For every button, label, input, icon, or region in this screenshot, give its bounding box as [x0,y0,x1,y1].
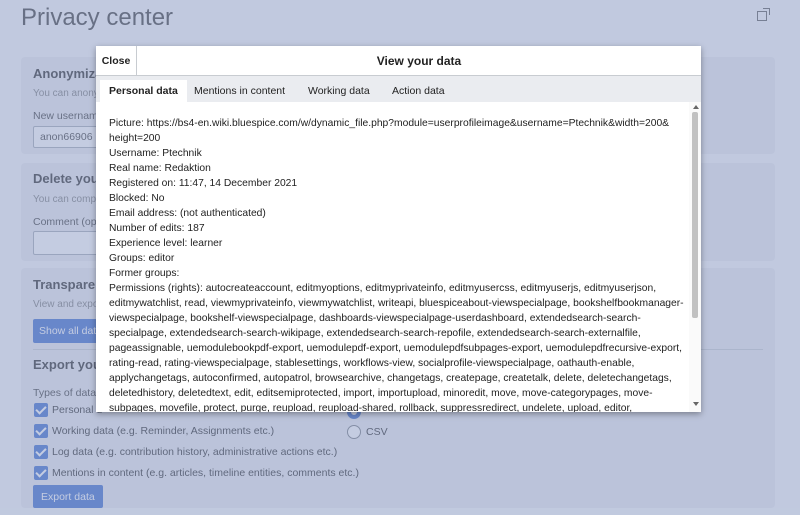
picture-line-cont: height=200 [109,133,161,144]
picture-line: Picture: https://bs4-en.wiki.bluespice.com/w/dynamic_file.php?module=userprofileimage&username=Ptechnik&width=200& [109,118,670,129]
dialog-tabs [96,76,701,102]
groups-line: Groups: editor [109,253,175,264]
view-your-data-dialog [96,46,701,412]
email-line: Email address: (not authenticated) [109,208,266,219]
scroll-up-arrow-icon[interactable] [693,105,699,109]
scroll-down-arrow-icon[interactable] [693,402,699,406]
tab-mentions-in-content[interactable]: Mentions in content [194,85,286,97]
real-name-line: Real name: Redaktion [109,163,211,174]
close-button[interactable]: Close [96,46,137,76]
experience-line: Experience level: learner [109,238,223,249]
registered-line: Registered on: 11:47, 14 December 2021 [109,178,298,189]
dialog-title: View your data [376,54,462,68]
tab-action-data[interactable]: Action data [392,85,445,97]
dialog-header [96,46,701,76]
blocked-line: Blocked: No [109,193,165,204]
username-line: Username: Ptechnik [109,148,202,159]
permissions-text: Permissions (rights): autocreateaccount, editmyoptions, editmyprivateinfo, editmyusercss, editmyuserjs, editmyuserjson, editmywatchlist, read, viewmyprivateinfo, viewmywatchlist, writeapi, bluespiceabout-viewspecialpage, bookshelfbookmanager-viewspecialpage, bookshelf-viewspecialpage, dashboards-viewspecialpage-userdashboard, extendedsearch-search-specialpage, extendedsearch-search-wikipage, extendedsearch-search-repofile, extendedsearch-search-externalfile, pageassignable, uemodulebookpdf-export, uemodulepdf-export, uemodulepdfsubpages-export, uemodulepdfrecursive-export, rating-read, rating-viewspecialpage, stablesettings, workflows-view, socialprofile-viewspecialpage, oathauth-enable, applychangetags, autoconfirmed, autopatrol, browsearchive, changetags, createpage, createtalk, delete, deletechangetags, deletedhistory, deletedtext, edit, editsemiprotected, import, importupload, minoredit, move, move-categorypages, move-subpages, movefile, protect, purge, reupload, reupload-shared, rollback, suppressredirect, undelete, upload, editor, [109,283,684,412]
former-groups-line: Former groups: [109,268,180,279]
tab-personal-data[interactable]: Personal data [100,80,187,102]
edits-line: Number of edits: 187 [109,223,205,234]
scroll-thumb[interactable] [692,112,698,318]
tab-working-data[interactable]: Working data [308,85,370,97]
personal-data-content [109,116,689,412]
